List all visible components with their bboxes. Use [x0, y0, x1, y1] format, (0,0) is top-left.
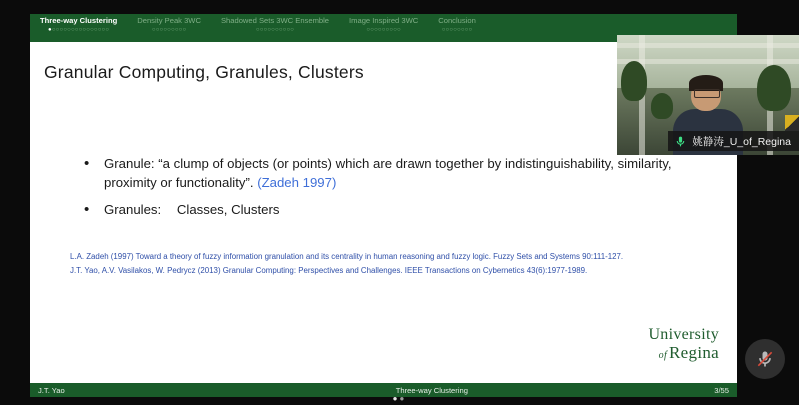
- microphone-muted-icon: [755, 349, 775, 369]
- bullet-item-granules-classes-clusters: [82, 200, 682, 219]
- nav-section-label: Image Inspired 3WC: [349, 16, 419, 25]
- nav-section-conclusion[interactable]: [428, 14, 486, 33]
- bullet-text: Classes, Clusters: [176, 202, 280, 218]
- slide-footer: [30, 383, 737, 397]
- bullet-label: Granules:: [104, 202, 162, 218]
- logo-regina-text: Regina: [669, 343, 719, 362]
- nav-section-label: Density Peak 3WC: [137, 16, 201, 25]
- reference-item: L.A. Zadeh (1997) Toward a theory of fuzzy information granulation and its centrality in human reasoning and fuzzy logic. Fuzzy Sets and Systems 90:111-127.: [70, 252, 624, 261]
- slide-references: [70, 251, 685, 280]
- nav-section-label: Conclusion: [438, 16, 476, 25]
- slide-pager-dots[interactable]: [393, 394, 407, 403]
- nav-section-dots: ○○○○○○○○: [441, 27, 473, 34]
- nav-section-shadowed-sets-3wc-ensemble[interactable]: [211, 14, 339, 33]
- pager-dot-active[interactable]: ●: [392, 394, 400, 403]
- video-plant: [757, 65, 791, 111]
- footer-page-number: 3/55: [714, 385, 729, 395]
- bullet-text: Granule: “a clump of objects (or points) which are drawn together by indistinguishability, similarity, proximity or functionality”.: [104, 156, 672, 191]
- bullet-item-granule-definition: [82, 154, 682, 192]
- university-of-regina-logo: [648, 327, 719, 361]
- nav-section-dots: ○○○○○○○○○: [151, 27, 187, 34]
- logo-word-of: of: [658, 350, 668, 361]
- citation-zadeh-1997: (Zadeh 1997): [257, 175, 337, 191]
- nav-section-label: Three-way Clustering: [40, 16, 118, 25]
- nav-section-image-inspired-3wc[interactable]: [339, 14, 428, 33]
- microphone-icon: [674, 135, 687, 148]
- video-plant: [621, 61, 647, 101]
- video-corner-marker: [785, 115, 799, 131]
- slide-title: Granular Computing, Granules, Clusters: [44, 62, 364, 82]
- logo-line-university: University: [648, 326, 719, 343]
- participant-name-label: 姚静涛_U_of_Regina: [692, 135, 791, 148]
- mute-microphone-button[interactable]: [745, 339, 785, 379]
- nav-section-three-way-clustering[interactable]: [30, 14, 127, 33]
- video-person-glasses: [694, 89, 720, 98]
- nav-section-dots: ○○○○○○○○○: [366, 27, 401, 34]
- footer-title: Three-way Clustering: [395, 385, 468, 395]
- footer-author: J.T. Yao: [38, 385, 65, 395]
- participant-name-badge: [668, 131, 799, 151]
- nav-section-dots: ○○○○○○○○○○: [255, 27, 295, 34]
- pager-dot[interactable]: ●: [399, 394, 407, 403]
- slide-bullet-list: [82, 154, 682, 227]
- nav-section-label: Shadowed Sets 3WC Ensemble: [220, 16, 330, 25]
- nav-section-dots: ●○○○○○○○○○○○○○○○: [48, 27, 110, 34]
- logo-line-regina: [648, 344, 719, 361]
- nav-section-density-peak-3wc[interactable]: [127, 14, 211, 33]
- video-plant: [651, 93, 673, 119]
- reference-item: J.T. Yao, A.V. Vasilakos, W. Pedrycz (2013) Granular Computing: Perspectives and Challenges. IEEE Transactions on Cybernetics 43(6):1977-1989.: [70, 266, 588, 276]
